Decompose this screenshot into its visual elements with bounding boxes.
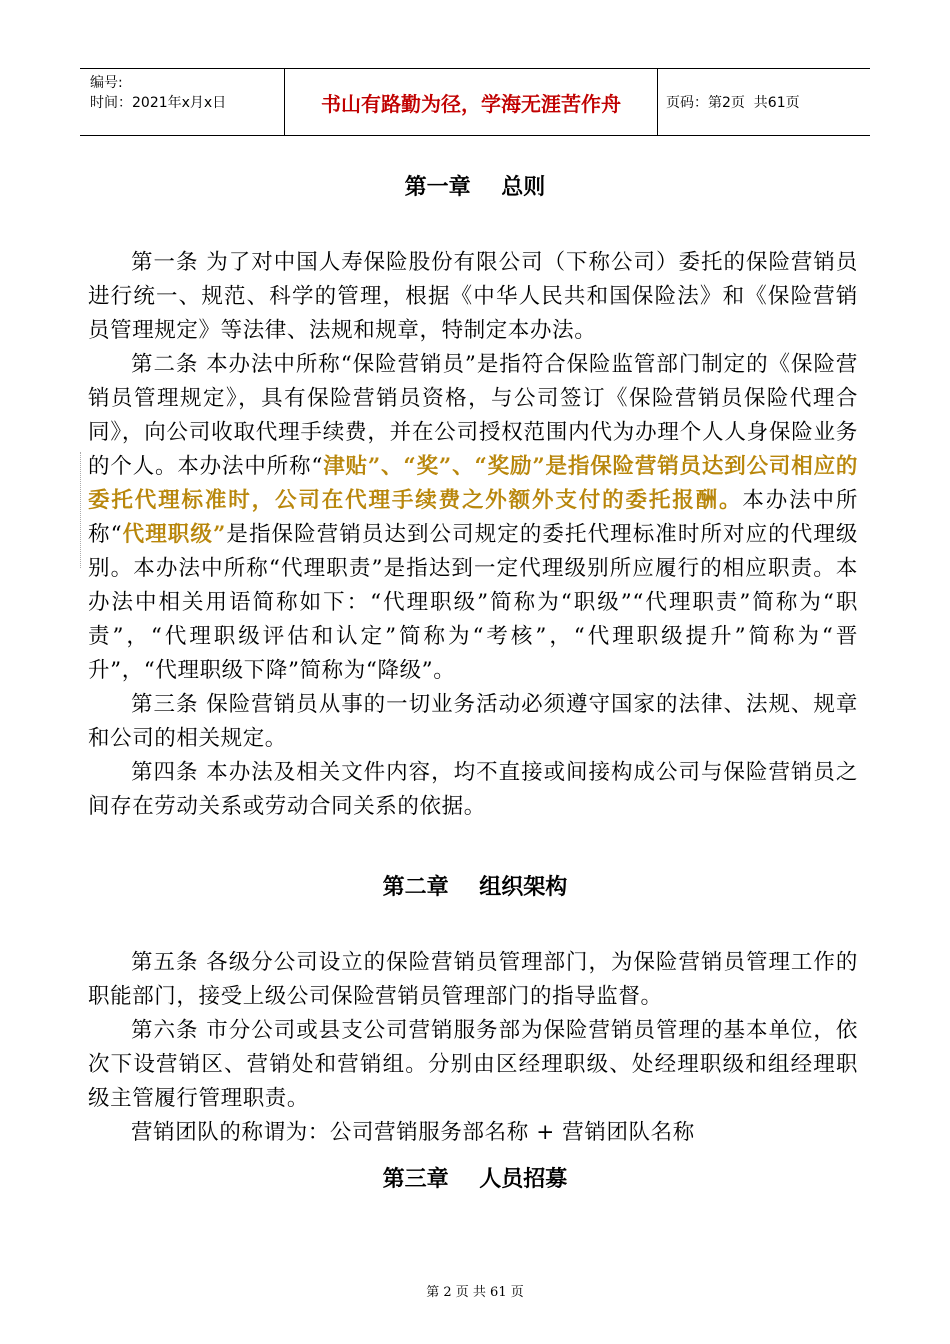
- motto-cell: [284, 69, 658, 135]
- team-naming: 营销团队的称谓为：公司营销服务部名称 + 营销团队名称: [131, 1120, 695, 1145]
- chapter-2-title: 第二章 组织架构: [382, 875, 568, 900]
- article-2-text-3: 是指保险营销员达到公司规定的委托代理标准时所对应的代理级别。本办法中所称“代理职责”是指达到一定代理级别所应履行的相应职责。本办法中相关用语简称如下：“代理职级”简称为“职级”“代理职责”简称为“职责”，“代理职级评估和认定”简称为“考核”，“代理职级提升”简称为“晋升”，“代理职级下降”简称为“降级”。: [88, 522, 858, 683]
- document-header: [80, 68, 870, 136]
- motto-text: 书山有路勤为径，学海无涯苦作舟: [321, 91, 621, 116]
- chapter-1-title: 第一章 总则: [404, 175, 546, 200]
- chapter-1-body: [88, 246, 858, 824]
- article-4: 第四条 本办法及相关文件内容，均不直接或间接构成公司与保险营销员之间存在劳动关系或劳动合同关系的依据。: [88, 760, 858, 819]
- article-2-highlight-1: 津贴”、“奖”、“奖励”是指保险营销员达到公司相应的委托代理标准时，公司在代理手续费之外额外支付的委托报酬。: [88, 454, 859, 513]
- article-2-highlight-2: 代理职级”: [122, 522, 226, 547]
- article-2: [88, 348, 858, 688]
- page-footer: 第 2 页 共 61 页: [426, 1285, 524, 1300]
- chapter-2-body: [88, 946, 858, 1150]
- article-3: 第三条 保险营销员从事的一切业务活动必须遵守国家的法律、法规、规章和公司的相关规定。: [88, 692, 858, 751]
- article-2-text-2: 本办法中所称“: [88, 488, 858, 547]
- header-left-cell: [80, 69, 284, 135]
- chapter-3-title: 第三章 人员招募: [382, 1167, 568, 1192]
- article-1: 第一条 为了对中国人寿保险股份有限公司（下称公司）委托的保险营销员进行统一、规范、科学的管理，根据《中华人民共和国保险法》和《保险营销员管理规定》等法律、法规和规章，特制定本办法。: [88, 250, 858, 343]
- article-2-text-1: 第二条 本办法中所称“保险营销员”是指符合保险监管部门制定的《保险营销员管理规定》，具有保险营销员资格，与公司签订《保险营销员保险代理合同》，向公司收取代理手续费，并在公司授权范围内代为办理个人人身保险业务的个人。本办法中所称“: [88, 352, 858, 479]
- number-label: 编号:: [90, 75, 123, 91]
- page-info-cell: [658, 69, 870, 135]
- page-info-text: 页码：第2页 共61页: [666, 95, 800, 111]
- change-bar: [80, 452, 81, 568]
- article-5: 第五条 各级分公司设立的保险营销员管理部门，为保险营销员管理工作的职能部门，接受上级公司保险营销员管理部门的指导监督。: [88, 950, 858, 1009]
- article-6: 第六条 市分公司或县支公司营销服务部为保险营销员管理的基本单位，依次下设营销区、营销处和营销组。分别由区经理职级、处经理职级和组经理职级主管履行管理职责。: [88, 1018, 858, 1111]
- time-label: 时间：2021年x月x日: [90, 95, 227, 111]
